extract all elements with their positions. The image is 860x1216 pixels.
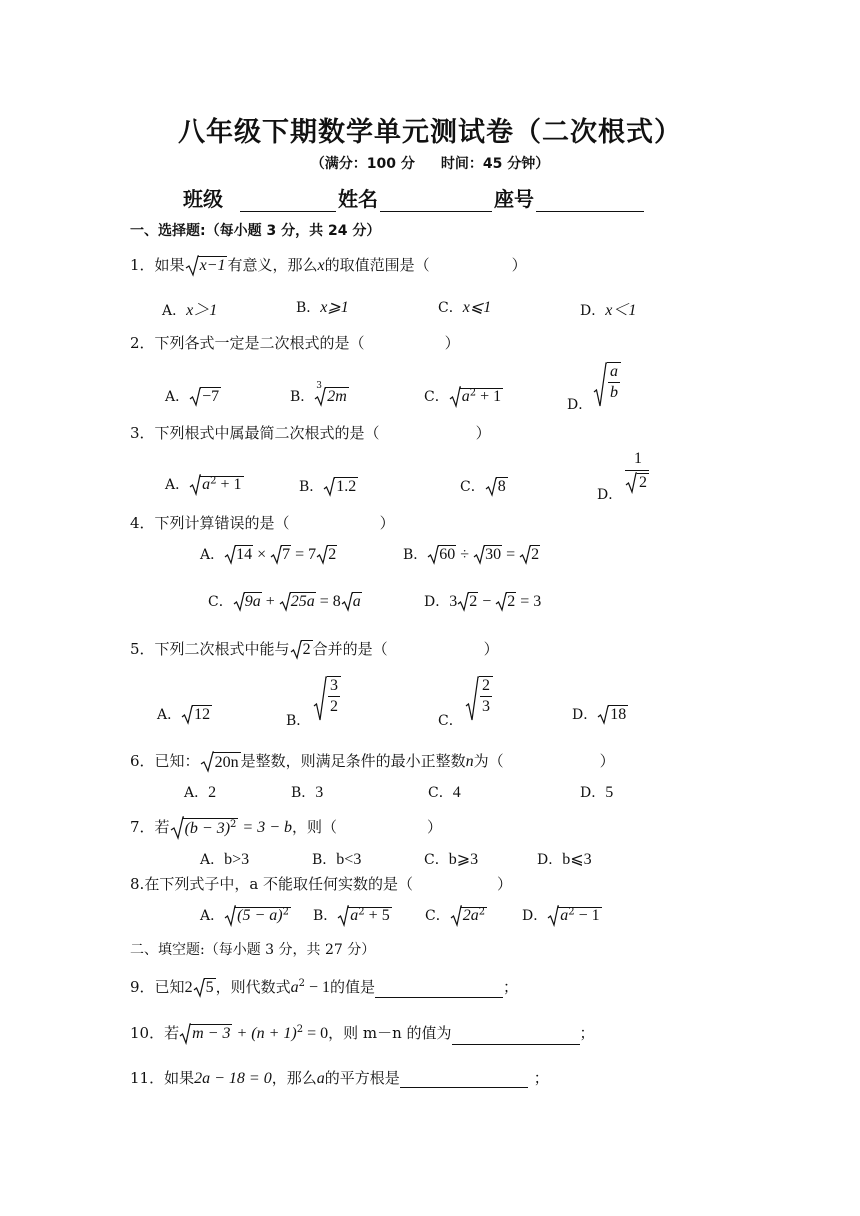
q6-option-c[interactable]: C．4	[428, 784, 461, 801]
student-info	[183, 183, 646, 212]
q3-option-b[interactable]: B． 1.2	[299, 478, 357, 495]
q5-option-d[interactable]: D． 18	[572, 706, 627, 723]
question-11: 11．如果2a − 18 = 0，那么a的平方根是 ；	[130, 1069, 549, 1087]
question-5: 5．下列二次根式中能与 2 合并的是（ ）	[130, 640, 499, 658]
q11-answer-blank[interactable]	[400, 1071, 528, 1088]
q8-option-d[interactable]: D． $a^2 - 1$	[522, 906, 600, 925]
q9-answer-blank[interactable]	[375, 981, 503, 998]
q4-option-d[interactable]: D．3 2 − 2 = 3	[424, 593, 542, 610]
q2-option-c[interactable]: C． $a^2 + 1$	[424, 387, 502, 406]
q3-option-a[interactable]: A． $a^2 + 1$	[165, 475, 242, 494]
q3-option-c[interactable]: C． 8	[460, 478, 506, 495]
q6-option-b[interactable]: B．3	[291, 784, 324, 801]
question-8: 8.在下列式子中，a 不能取任何实数的是（ ）	[130, 875, 513, 893]
q7-option-d[interactable]: D．b⩽3	[537, 851, 592, 868]
q8-option-c[interactable]: C． $2a^2$	[425, 906, 486, 925]
q1-option-c[interactable]: C．x⩽1	[438, 299, 492, 316]
q2-option-a[interactable]: A． −7	[165, 388, 220, 405]
q8-option-b[interactable]: B． $a^2 + 5$	[313, 906, 390, 925]
question-7: 7．若 $(b - 3)^2 = 3 - b$，则（ ）	[130, 818, 443, 837]
class-blank[interactable]	[240, 191, 336, 212]
question-3: 3．下列根式中属最简二次根式的是（ ）	[130, 424, 491, 442]
question-6: 6．已知： 20n 是整数，则满足条件的最小正整数n为（ ）	[130, 752, 615, 771]
question-4: 4．下列计算错误的是（ ）	[130, 514, 395, 532]
full-score: （满分：100 分	[310, 156, 415, 172]
q7-option-b[interactable]: B．b<3	[312, 851, 362, 868]
name-label: 姓名	[337, 187, 378, 211]
section-choice-heading: 一、选择题:（每小题 3 分，共 24 分）	[130, 223, 381, 239]
q1-option-b[interactable]: B．x⩾1	[296, 299, 349, 316]
seat-blank[interactable]	[536, 191, 644, 212]
q1-option-a[interactable]: A．x＞1	[162, 302, 218, 319]
question-10: 10．若 $m - 3 + (n + 1)^2 = 0$，则 m－n 的值为 ；	[130, 1022, 595, 1045]
page-title: 八年级下期数学单元测试卷（二次根式）	[178, 117, 682, 148]
q5-option-a[interactable]: A． 12	[157, 706, 211, 723]
q6-option-d[interactable]: D．5	[580, 784, 614, 801]
class-label: 班级	[183, 187, 223, 211]
q2-option-b[interactable]: B． 3 2m	[290, 381, 347, 405]
q7-option-a[interactable]: A．b>3	[200, 851, 250, 868]
q4-option-b[interactable]: B． 60 ÷ 30 = 2	[403, 546, 540, 563]
question-1: 1．如果 x−1 有意义，那么x的取值范围是（ ）	[130, 254, 527, 277]
section-fill-heading: 二、填空题:（每小题 3 分，共 27 分）	[130, 942, 376, 958]
sqrt-symbol	[185, 255, 199, 277]
q1-option-d[interactable]: D．x＜1	[580, 302, 637, 319]
q10-answer-blank[interactable]	[452, 1028, 580, 1045]
q7-option-c[interactable]: C．b⩾3	[424, 851, 479, 868]
q8-option-a[interactable]: A． $(5 - a)^2$	[200, 906, 289, 925]
question-9: 9．已知2 5 ，则代数式$a^2 - 1$的值是 ；	[130, 978, 519, 996]
q6-option-a[interactable]: A．2	[184, 784, 217, 801]
q4-option-a[interactable]: A． 14 × 7 = 7 2	[200, 546, 337, 563]
seat-label: 座号	[493, 187, 534, 211]
name-blank[interactable]	[380, 191, 492, 212]
q4-option-c[interactable]: C． 9a + 25a = 8 a	[208, 593, 361, 610]
question-2: 2．下列各式一定是二次根式的是（ ）	[130, 334, 460, 352]
exam-subtitle	[0, 153, 860, 173]
exam-time: 时间：45 分钟）	[440, 156, 550, 172]
